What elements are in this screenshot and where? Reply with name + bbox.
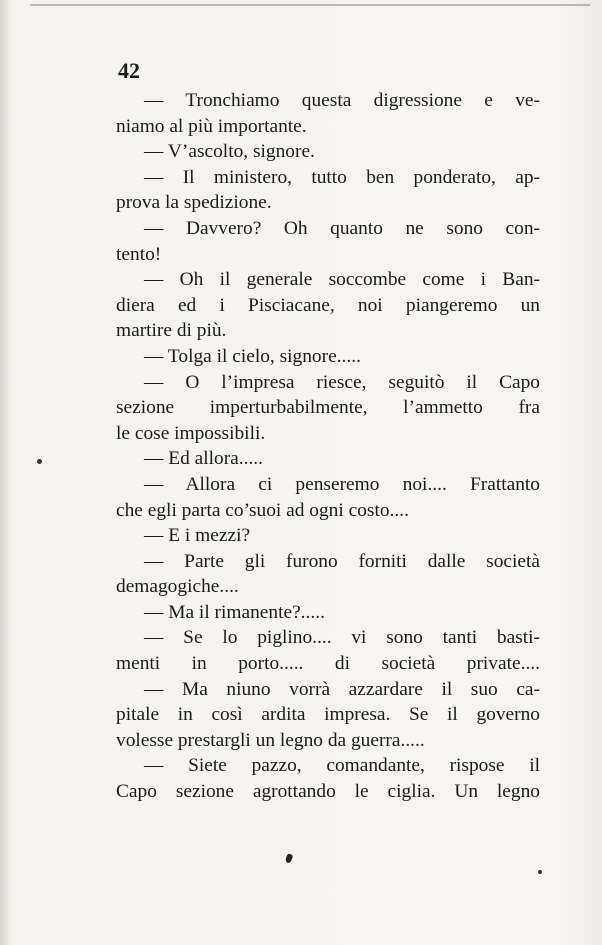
text-line: — Tronchiamo questa digressione e ve- — [144, 90, 540, 111]
text-line: — Oh il generale soccombe come i Ban- — [144, 269, 540, 291]
text-line: — Davvero? Oh quanto ne sono con- — [144, 217, 540, 239]
ink-mark — [285, 853, 294, 864]
text-line: pitale in così ardita impresa. Se il governo — [116, 704, 540, 726]
text-line: tento! — [116, 243, 162, 265]
body-text — [116, 88, 540, 805]
ink-mark — [538, 870, 542, 874]
text-line: — Ma niuno vorrà azzardare il suo ca- — [144, 678, 540, 700]
text-line: martire di più. — [116, 320, 227, 342]
text-line: prova la spedizione. — [116, 192, 272, 214]
text-line: sezione imperturbabilmente, l’ammetto fra — [116, 397, 540, 419]
text-line: volesse prestargli un legno da guerra..... — [116, 729, 425, 751]
text-line: — E i mezzi? — [144, 525, 251, 547]
text-line: menti in porto..... di società private.... — [116, 653, 540, 675]
text-line: diera ed i Pisciacane, noi piangeremo un — [116, 294, 540, 316]
text-line: — Il ministero, tutto ben ponderato, ap- — [144, 166, 540, 188]
top-rule — [30, 4, 590, 6]
text-line: — Ed allora..... — [144, 448, 264, 470]
text-line: — V’ascolto, signore. — [144, 141, 315, 163]
text-line: niamo al più importante. — [116, 115, 307, 137]
text-line: le cose impossibili. — [116, 422, 266, 444]
text-line: — Tolga il cielo, signore..... — [144, 345, 361, 367]
ink-spot — [37, 459, 42, 464]
text-line: — O l’impresa riesce, seguitò il Capo — [144, 371, 540, 393]
text-line: — Ma il rimanente?..... — [144, 601, 325, 623]
text-line: demagogiche.... — [116, 576, 239, 598]
text-line: — Siete pazzo, comandante, rispose il — [144, 755, 540, 777]
page-edge-shadow — [0, 0, 10, 945]
text-line: — Allora ci penseremo noi.... Frattanto — [144, 473, 540, 495]
text-line: — Parte gli furono forniti dalle società — [144, 550, 540, 572]
page-number: 42 — [118, 58, 140, 83]
text-line: Capo sezione agrottando le ciglia. Un legno — [116, 781, 540, 803]
text-line: che egli parta co’suoi ad ogni costo.... — [116, 499, 409, 521]
text-line: — Se lo piglino.... vi sono tanti basti- — [144, 627, 540, 649]
